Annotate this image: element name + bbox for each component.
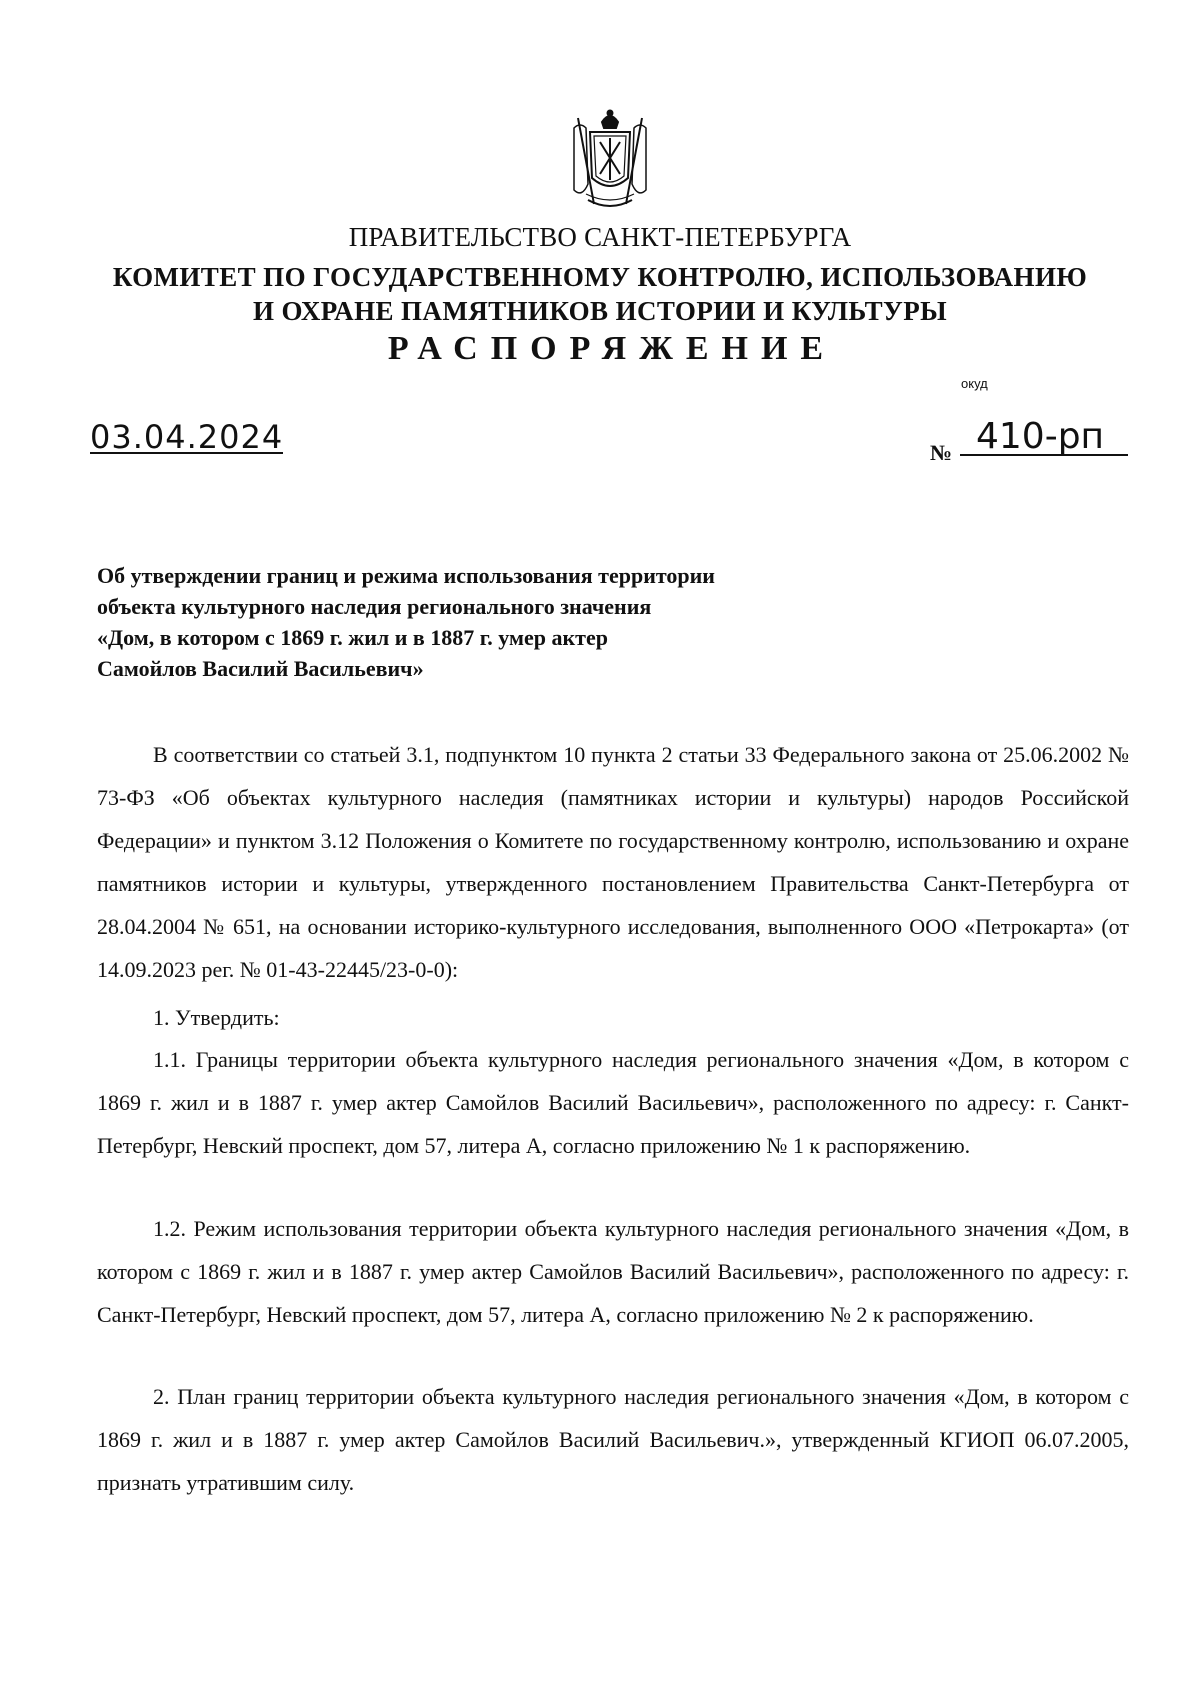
committee-name-line2: И ОХРАНЕ ПАМЯТНИКОВ ИСТОРИИ И КУЛЬТУРЫ [252, 296, 947, 326]
document-date: 03.04.2024 [90, 418, 284, 456]
title-line: Об утверждении границ и режима использования территории [97, 563, 715, 588]
government-name: ПРАВИТЕЛЬСТВО САНКТ-ПЕТЕРБУРГА [348, 222, 852, 252]
item-2-paragraph [97, 1375, 1129, 1504]
preamble-paragraph [97, 733, 1129, 991]
preamble-text: В соответствии со статьей 3.1, подпунктом 10 пункта 2 статьи 33 Федерального закона от 25.06.2002 № 73-ФЗ «Об объектах культурного наследия (памятниках истории и культуры) народов Российской Федерации» и пунктом 3.12 Положения о Комитете по государственному контролю, использованию и охране памятников истории и культуры, утвержденного постановлением Правительства Санкт-Петербурга от 28.04.2004 № 651, на основании историко-культурного исследования, выполненного ООО «Петрокарта» (от 14.09.2023 рег. № 01-43-22445/23-0-0): [97, 742, 1129, 982]
item-1-2-text: 1.2. Режим использования территории объекта культурного наследия регионального значения «Дом, в котором с 1869 г. жил и в 1887 г. умер актер Самойлов Василий Васильевич», расположенного по адресу: г. Санкт-Петербург, Невский проспект, дом 57, литера А, согласно приложению № 2 к распоряжению. [97, 1216, 1129, 1327]
number-sign: № [930, 440, 953, 465]
item-2-text: 2. План границ территории объекта культурного наследия регионального значения «Дом, в котором с 1869 г. жил и в 1887 г. умер актер Самойлов Василий Васильевич.», утвержденный КГИОП 06.07.2005, признать утратившим силу. [97, 1384, 1129, 1495]
title-line: Самойлов Василий Васильевич» [97, 656, 424, 681]
coat-of-arms-icon [568, 108, 652, 214]
item-1-1-paragraph [97, 1038, 1129, 1167]
title-line: «Дом, в котором с 1869 г. жил и в 1887 г. умер актер [97, 625, 608, 650]
item-1-text: 1. Утвердить: [153, 1005, 280, 1030]
document-number: 410-рп [960, 420, 1128, 456]
item-1-paragraph [97, 996, 1129, 1039]
item-1-2-paragraph [97, 1207, 1129, 1336]
document-type: РАСПОРЯЖЕНИЕ [387, 330, 837, 367]
item-1-1-text: 1.1. Границы территории объекта культурного наследия регионального значения «Дом, в котором с 1869 г. жил и в 1887 г. умер актер Самойлов Василий Васильевич», расположенного по адресу: г. Санкт-Петербург, Невский проспект, дом 57, литера А, согласно приложению № 1 к распоряжению. [97, 1047, 1129, 1158]
committee-name-line1: КОМИТЕТ ПО ГОСУДАРСТВЕННОМУ КОНТРОЛЮ, ИСПОЛЬЗОВАНИЮ [112, 262, 1088, 292]
okud-label: окуд [961, 376, 988, 391]
document-title [97, 560, 715, 684]
title-line: объекта культурного наследия регионального значения [97, 594, 652, 619]
